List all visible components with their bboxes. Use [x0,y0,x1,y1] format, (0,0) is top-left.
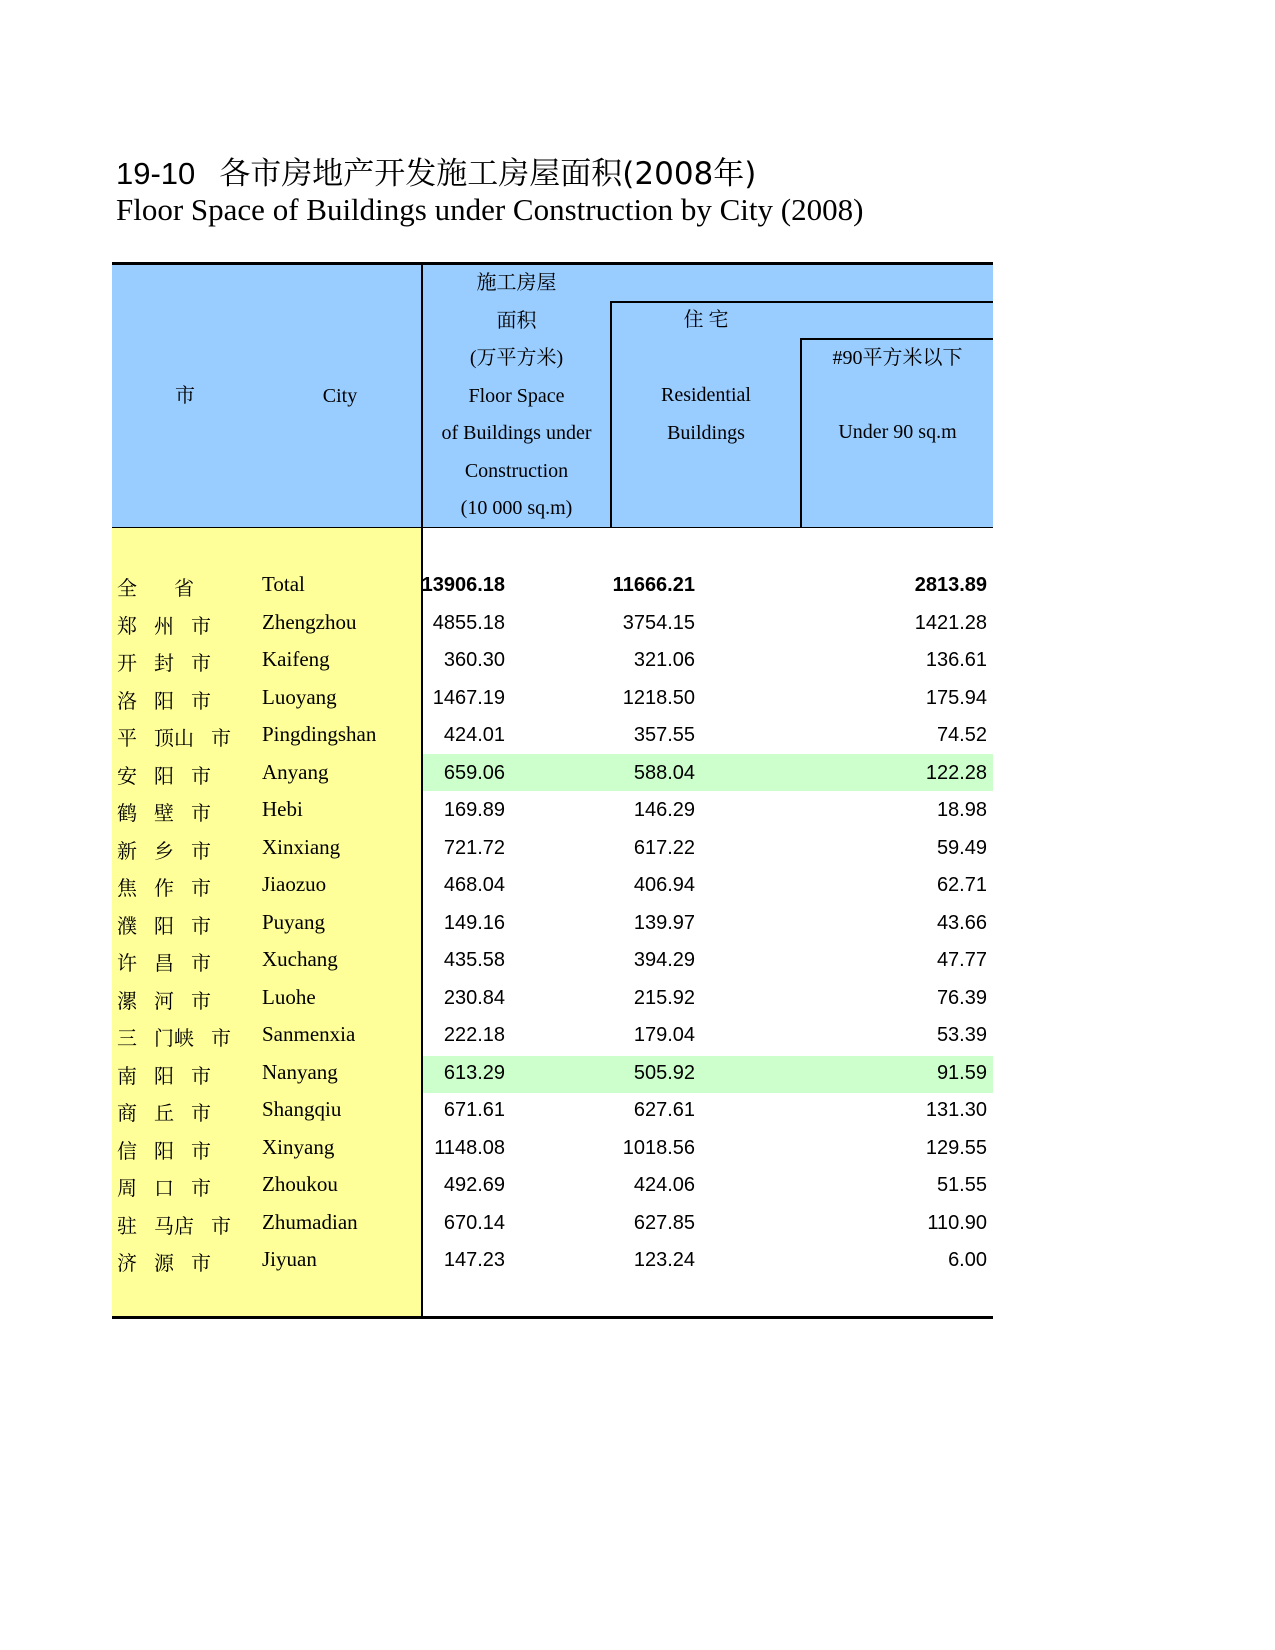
residential-value: 321.06 [633,649,695,671]
table-row [112,754,993,791]
floor-space-value: 4855.18 [432,611,505,634]
residential-value: 505.92 [633,1061,695,1084]
under90-value: 136.61 [925,649,987,671]
under90-value: 62.71 [936,874,987,896]
table-row [112,829,993,866]
table-row-total [112,566,993,603]
floor-space-value: 492.69 [443,1174,505,1196]
under90-value: 76.39 [936,986,987,1009]
city-name-cn: 三 门峡 市 [117,1028,231,1050]
floor-space-value: 149.16 [443,911,505,934]
under90-value: 53.39 [936,1024,987,1046]
residential-value: 179.04 [633,1024,695,1046]
residential-value: 1218.50 [622,686,695,709]
city-name-en: Puyang [262,909,325,934]
city-name-en: Hebi [262,797,303,821]
city-name-cn: 南 阳 市 [117,1065,211,1088]
city-name-cn: 洛 阳 市 [117,690,211,713]
city-name-cn: 许 昌 市 [117,953,211,975]
floor-space-value: 147.23 [443,1249,505,1271]
city-name-en: Jiyuan [262,1247,317,1271]
floor-space-value: 360.30 [443,649,505,671]
residential-value: 146.29 [633,799,695,821]
table-number: 19-10 [116,156,196,191]
under90-value: 59.49 [936,836,987,859]
residential-value: 357.55 [633,724,695,746]
city-name-en: Anyang [262,759,329,784]
header-floor-line3: (万平方米) [469,347,564,369]
city-name-cn: 信 阳 市 [117,1140,211,1163]
under90-value: 110.90 [927,1211,987,1234]
header-floor-line6: Construction [464,459,569,482]
header-city-cn: 市 [175,385,195,407]
city-name-cn: 新 乡 市 [117,840,211,863]
under90-value: 2813.89 [914,574,987,596]
under90-value: 122.28 [925,761,987,784]
city-name-en: Total [262,572,305,596]
header-residential-line2: Buildings [667,421,745,444]
city-name-cn: 焦 作 市 [117,878,211,900]
residential-value: 139.97 [633,911,695,934]
city-name-en: Xinyang [262,1134,335,1159]
residential-value: 588.04 [633,761,695,784]
page-title-en: Floor Space of Buildings under Construction by City (2008) [116,192,864,227]
residential-value: 424.06 [633,1174,695,1196]
residential-value: 394.29 [633,949,695,971]
table-row [112,1204,993,1241]
header-floor-line4: Floor Space [468,384,565,407]
table-row [112,716,993,753]
city-name-en: Shangqiu [262,1097,342,1121]
city-name-en: Luoyang [262,684,337,709]
floor-space-value: 613.29 [443,1061,505,1084]
header-floor-line1: 施工房屋 [476,272,557,294]
floor-space-value: 1467.19 [432,686,505,709]
header-residential-en [612,377,800,452]
header-floor-line5: of Buildings under [441,422,592,444]
residential-value: 11666.21 [612,574,695,596]
residential-value: 123.24 [633,1249,695,1271]
city-name-en: Xuchang [262,947,338,971]
floor-space-value: 468.04 [443,874,505,896]
table-row [112,641,993,678]
header-under90-cn: #90平方米以下 [832,347,963,369]
city-name-cn: 濮 阳 市 [117,915,211,938]
header-residential-line1: Residential [661,384,751,406]
city-name-cn: 平 顶山 市 [117,728,231,750]
city-name-en: Kaifeng [262,647,330,671]
header-floor-space [423,265,610,528]
city-name-en: Luohe [262,984,316,1009]
under90-value: 18.98 [936,799,987,821]
table-row [112,1016,993,1053]
under90-value: 129.55 [925,1136,987,1159]
header-city-en: City [322,385,358,407]
city-name-en: Zhengzhou [262,609,357,634]
residential-value: 3754.15 [622,611,695,634]
city-name-cn: 鹤 壁 市 [117,803,211,825]
bottom-rule [112,1316,993,1319]
floor-space-value: 222.18 [443,1024,505,1046]
city-name-cn: 驻 马店 市 [117,1215,231,1238]
under90-value: 175.94 [925,686,987,709]
floor-space-value: 670.14 [443,1211,505,1234]
city-name-en: Zhoukou [262,1172,338,1196]
floor-space-value: 169.89 [443,799,505,821]
city-name-cn: 全 省 [117,578,194,600]
city-name-cn: 开 封 市 [117,653,211,675]
floor-space-value: 721.72 [443,836,505,859]
table-row [112,1129,993,1166]
city-name-en: Sanmenxia [262,1022,356,1046]
floor-space-value: 1148.08 [434,1136,505,1159]
residential-value: 627.61 [633,1099,695,1121]
table-row [112,941,993,978]
floor-space-value: 671.61 [443,1099,505,1121]
city-name-en: Xinxiang [262,834,341,859]
floor-space-value: 435.58 [443,949,505,971]
floor-space-value: 230.84 [443,986,505,1009]
under90-value: 6.00 [948,1249,987,1271]
header-floor-line2: 面积 [496,309,537,332]
city-name-cn: 郑 州 市 [117,615,211,638]
table-row [112,1091,993,1128]
residential-value: 617.22 [633,836,695,859]
header-residential-cn: 住 宅 [683,309,729,331]
city-name-en: Jiaozuo [262,872,327,896]
under90-value: 47.77 [936,949,987,971]
header-floor-line7: (10 000 sq.m) [460,497,573,519]
table-row [112,604,993,641]
table-row [112,904,993,941]
under90-value: 1421.28 [914,611,987,634]
table-row [112,1166,993,1203]
page-title-cn [116,148,756,193]
residential-value: 1018.56 [622,1136,695,1159]
table-row [112,791,993,828]
under90-value: 91.59 [936,1061,987,1084]
city-name-en: Pingdingshan [262,722,377,746]
residential-value: 406.94 [633,874,695,896]
table-row [112,679,993,716]
city-name-cn: 周 口 市 [117,1178,211,1200]
city-name-cn: 安 阳 市 [117,765,211,788]
residential-value: 215.92 [633,986,695,1009]
table-row [112,866,993,903]
floor-space-value: 13906.18 [421,574,505,596]
city-name-cn: 漯 河 市 [117,990,211,1013]
under90-value: 43.66 [936,911,987,934]
under90-value: 51.55 [936,1174,987,1196]
table-row [112,1054,993,1091]
city-name-en: Nanyang [262,1059,338,1084]
under90-value: 131.30 [925,1099,987,1121]
residential-value: 627.85 [633,1211,695,1234]
city-name-cn: 商 丘 市 [117,1103,211,1125]
header-under90-en: Under 90 sq.m [838,421,957,443]
city-name-cn: 济 源 市 [117,1253,211,1275]
city-name-en: Zhumadian [262,1209,358,1234]
table-row [112,1241,993,1278]
floor-space-value: 659.06 [443,761,505,784]
floor-space-value: 424.01 [443,724,505,746]
table-row [112,979,993,1016]
under90-value: 74.52 [936,724,987,746]
title-cn-text: 各市房地产开发施工房屋面积(2008年) [219,156,757,192]
